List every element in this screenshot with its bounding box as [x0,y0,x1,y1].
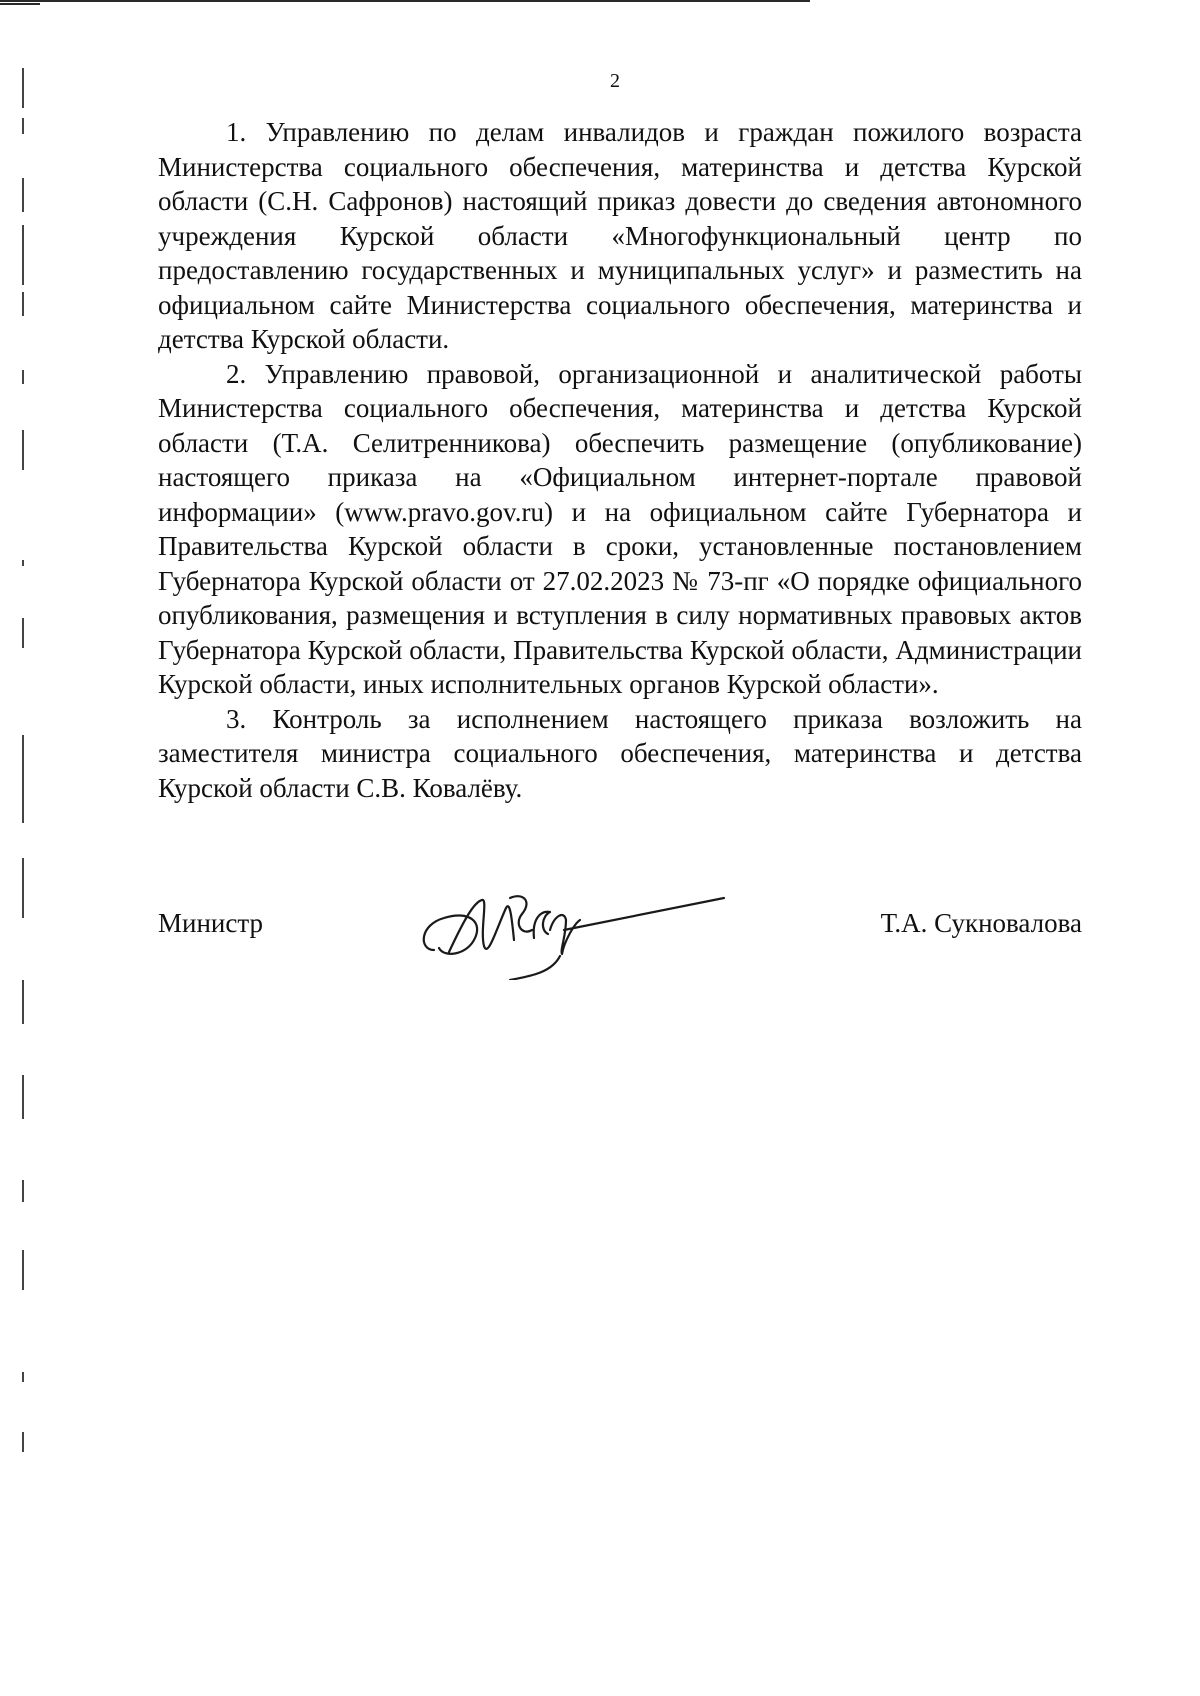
page-number: 2 [610,70,620,92]
binding-hole-mark [22,1180,24,1202]
binding-hole-mark [22,980,24,1024]
binding-hole-mark [22,1372,24,1382]
paragraph-3: 3. Контроль за исполнением настоящего приказа возложить на заместителя министра социального обеспечения, материнства и детства Курской области С.В. Ковалёву. [158,703,1082,803]
signature-block [158,890,1082,990]
scan-edge-line [0,0,810,2]
binding-hole-mark [22,1432,24,1452]
binding-hole-mark [22,1250,24,1290]
binding-hole-mark [22,618,24,648]
signatory-title: Министр [158,908,263,938]
signatory-name: Т.А. Сукновалова [880,908,1082,938]
paragraph-1: 1. Управлению по делам инвалидов и граждан пожилого возраста Министерства социального обеспечения, материнства и детства Курской области (С.Н. Сафронов) настоящий приказ довести до сведения автономного учреждения Курской области «Многофункциональный центр по предоставлению государственных и муниципальных услуг» и разместить на официальном сайте Министерства социального обеспечения, материнства и детства Курской области. [158,117,1082,354]
binding-hole-mark [22,430,24,470]
binding-hole-mark [22,225,24,285]
binding-hole-mark [22,1075,24,1119]
binding-hole-mark [22,118,24,134]
handwritten-signature [414,880,734,980]
document-body [158,115,1082,805]
paragraph-2: 2. Управлению правовой, организационной и аналитической работы Министерства социального обеспечения, материнства и детства Курской области (Т.А. Селитренникова) обеспечить размещение (опубликование) настоящего приказа на «Официальном интернет-портале правовой информации» (www.pravo.gov.ru) и на официальном сайте Губернатора и Правительства Курской области в сроки, установленные постановлением Губернатора Курской области от 27.02.2023 № 73-пг «О порядке официального опубликования, размещения и вступления в силу нормативных правовых актов Губернатора Курской области, Правительства Курской области, Администрации Курской области, иных исполнительных органов Курской области». [158,358,1082,699]
binding-hole-mark [22,560,24,566]
scan-edge-tick [0,3,40,5]
binding-hole-mark [22,858,24,918]
binding-hole-mark [22,292,24,316]
binding-hole-mark [22,370,24,384]
binding-hole-mark [22,735,24,823]
binding-hole-mark [22,178,24,212]
